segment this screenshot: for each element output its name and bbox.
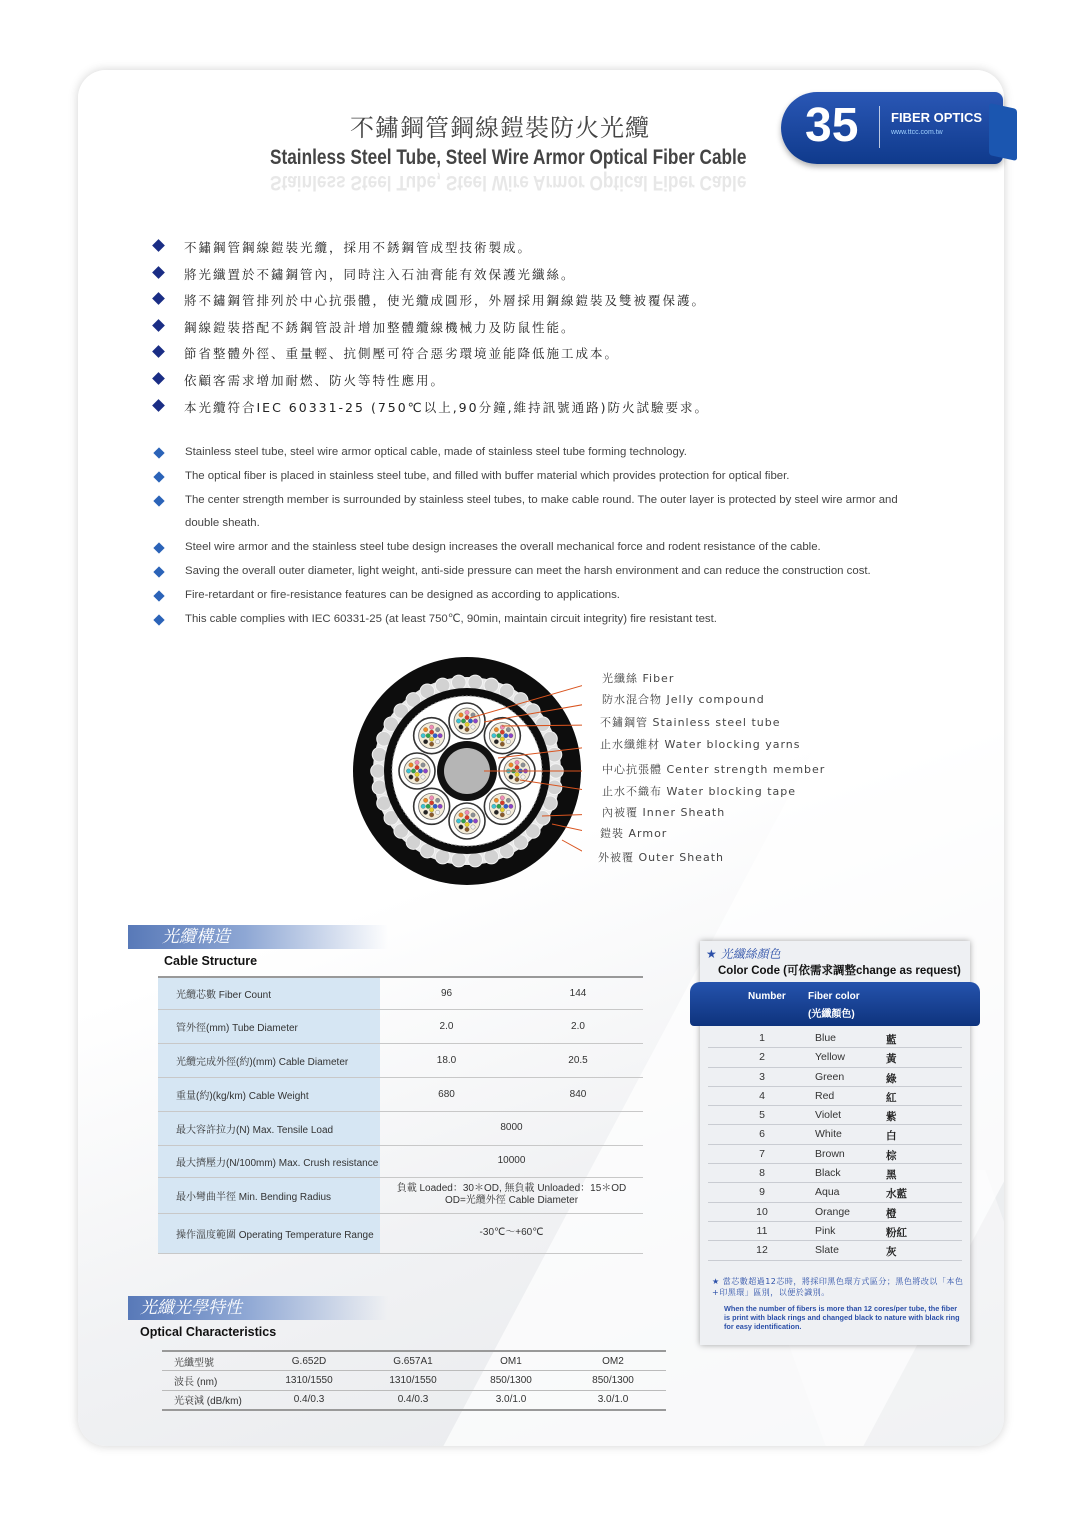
color-name-zh: 黑 <box>886 1169 897 1182</box>
bullet-diamond-icon <box>153 614 164 625</box>
cell-value: -30℃～+60℃ <box>380 1213 643 1253</box>
steel-tube <box>449 703 485 739</box>
color-code-row <box>708 1087 962 1106</box>
bullet-diamond-icon <box>153 447 164 458</box>
diagram-label: 外被覆 Outer Sheath <box>598 851 724 864</box>
row-label: 最小彎曲半徑 Min. Bending Radius <box>158 1177 380 1213</box>
feature-en-item <box>150 489 910 537</box>
row-label: 光纜芯數 Fiber Count <box>158 977 380 1009</box>
bullet-diamond-icon <box>153 471 164 482</box>
feature-en-text: The center strength member is surrounded by stainless steel tubes, to make cable round. The outer layer is protected by steel wire armor and double sheath. <box>185 493 898 530</box>
table-row <box>162 1371 666 1391</box>
color-number: 10 <box>756 1205 768 1218</box>
color-code-title-zh: ★ 光纖絲顏色 <box>706 947 781 961</box>
color-name-en: Aqua <box>815 1186 840 1199</box>
badge-url: www.ttcc.com.tw <box>891 129 943 136</box>
page-title-zh: 不鏽鋼管鋼線鎧裝防火光纜 <box>350 114 650 142</box>
features-zh-list <box>150 238 709 424</box>
table-cell: 850/1300 <box>560 1371 666 1391</box>
feature-zh-item <box>150 265 709 292</box>
cell-value: 10000 <box>380 1145 643 1177</box>
feature-en-text: Fire-retardant or fire-resistance features can be designed as according to applications. <box>185 588 620 601</box>
table-cell: OM2 <box>560 1351 666 1371</box>
color-code-row <box>708 1029 962 1048</box>
color-number: 3 <box>759 1070 765 1083</box>
row-label: 最大擠壓力(N/100mm) Max. Crush resistance <box>158 1145 380 1177</box>
table-cell: 0.4/0.3 <box>254 1390 364 1410</box>
table-cell: 1310/1550 <box>254 1371 364 1391</box>
feature-zh-text: 節省整體外徑、重量輕、抗側壓可符合惡劣環境並能降低施工成本。 <box>184 346 620 362</box>
color-name-en: Blue <box>815 1032 837 1044</box>
page-title-en: Stainless Steel Tube, Steel Wire Armor Optical Fiber Cable <box>270 146 747 169</box>
table-row <box>162 1351 666 1371</box>
cell-value: 負載 Loaded：30＊OD, 無負載 Unloaded：15＊OD OD=光纜外徑 Cable Diameter <box>380 1177 643 1213</box>
cell-value: 20.5 <box>513 1043 643 1077</box>
color-code-row <box>708 1048 962 1067</box>
color-number: 2 <box>759 1051 765 1064</box>
color-number: 12 <box>756 1244 768 1257</box>
feature-en-text: Saving the overall outer diameter, light weight, anti-side pressure can meet the harsh environment and can reduce the construction cost. <box>185 564 871 577</box>
table-row <box>158 1077 643 1111</box>
row-label: 操作溫度範圍 Operating Temperature Range <box>158 1213 380 1253</box>
feature-zh-text: 不鏽鋼管鋼線鎧裝光纜，採用不銹鋼管成型技術製成。 <box>184 240 533 255</box>
table-cell: 850/1300 <box>462 1371 560 1391</box>
feature-zh-item <box>150 344 709 371</box>
bullet-diamond-icon <box>152 319 165 332</box>
bullet-diamond-icon <box>152 346 165 359</box>
armor-wire <box>451 852 466 867</box>
feature-zh-text: 將不鏽鋼管排列於中心抗張體，使光纜成圓形，外層採用鋼線鎧裝及雙被覆保護。 <box>184 293 707 309</box>
color-name-zh: 灰 <box>886 1246 897 1259</box>
diagram-label: 止水纖維材 Water blocking yarns <box>600 738 801 751</box>
steel-tube <box>484 718 520 754</box>
feature-zh-item <box>150 291 709 318</box>
table-row <box>158 1145 643 1177</box>
color-code-row <box>708 1145 962 1164</box>
cable-structure-subtitle: Cable Structure <box>164 954 258 968</box>
cell-value: 840 <box>513 1077 643 1111</box>
table-cell: 光衰減 (dB/km) <box>162 1390 254 1410</box>
bullet-diamond-icon <box>152 266 165 279</box>
feature-en-item <box>150 465 910 489</box>
bullet-diamond-icon <box>153 566 164 577</box>
armor-wire <box>372 780 387 795</box>
table-cell: G.652D <box>254 1351 364 1371</box>
color-name-en: Brown <box>815 1147 845 1160</box>
feature-zh-item <box>150 398 709 425</box>
color-name-zh: 紅 <box>886 1091 897 1104</box>
color-name-zh: 棕 <box>886 1149 897 1162</box>
color-code-title-en: Color Code (可依需求調整change as request) <box>718 965 961 977</box>
bullet-diamond-icon <box>152 239 165 252</box>
cell-value: 8000 <box>380 1111 643 1145</box>
armor-wire <box>451 675 466 690</box>
cable-structure-table <box>158 976 643 1254</box>
armor-wire <box>547 747 562 762</box>
color-number: 6 <box>759 1128 765 1141</box>
color-name-zh: 綠 <box>886 1072 897 1085</box>
steel-tube <box>414 718 450 754</box>
center-strength-member <box>444 748 490 794</box>
diagram-label: 不鏽鋼管 Stainless steel tube <box>600 716 781 729</box>
color-name-en: Orange <box>815 1205 851 1218</box>
diagram-label: 防水混合物 Jelly compound <box>602 693 765 706</box>
bullet-diamond-icon <box>152 372 165 385</box>
cell-value: 144 <box>513 977 643 1009</box>
optical-characteristics-table <box>162 1350 666 1411</box>
feature-en-item <box>150 441 910 465</box>
header-number: Number <box>748 991 786 1002</box>
table-row <box>162 1390 666 1410</box>
badge-divider <box>879 106 880 148</box>
cable-cross-section-diagram <box>352 656 582 886</box>
badge-section-title: FIBER OPTICS <box>891 110 983 125</box>
color-code-note-en: When the number of fibers is more than 12 cores/per tube, the fiber is print with black rings and changed black to nature with black ring for easy identification. <box>724 1304 960 1331</box>
feature-en-item <box>150 560 910 584</box>
color-code-row <box>708 1183 962 1202</box>
feature-zh-item <box>150 371 709 398</box>
diagram-label: 鎧裝 Armor <box>600 827 668 840</box>
color-name-zh: 水藍 <box>886 1188 907 1201</box>
feature-en-text: Steel wire armor and the stainless steel tube design increases the overall mechanical force and rodent resistance of the cable. <box>185 541 821 554</box>
color-name-zh: 橙 <box>886 1207 897 1220</box>
color-code-row <box>708 1125 962 1144</box>
bullet-diamond-icon <box>153 543 164 554</box>
color-code-rows <box>708 1029 962 1261</box>
feature-zh-item <box>150 318 709 345</box>
bullet-diamond-icon <box>153 590 164 601</box>
color-name-en: Violet <box>815 1109 842 1122</box>
color-number: 1 <box>759 1032 765 1044</box>
table-cell: 0.4/0.3 <box>364 1390 462 1410</box>
diagram-label: 光纖絲 Fiber <box>602 672 675 685</box>
table-row <box>158 1043 643 1077</box>
optical-header: 光纖光學特性 <box>128 1296 388 1320</box>
badge-tail <box>989 103 1017 161</box>
color-name-en: Yellow <box>815 1051 845 1064</box>
row-label: 光纜完成外徑(約)(mm) Cable Diameter <box>158 1043 380 1077</box>
steel-tube <box>484 788 520 824</box>
cell-value: 18.0 <box>380 1043 513 1077</box>
color-number: 7 <box>759 1147 765 1160</box>
cable-structure-header: 光纜構造 <box>128 925 388 949</box>
cell-value: 2.0 <box>380 1009 513 1043</box>
header-fiber-color-zh: (光纖顏色) <box>808 1009 855 1020</box>
table-row <box>158 1177 643 1213</box>
color-name-en: Green <box>815 1070 845 1083</box>
color-number: 11 <box>756 1224 768 1237</box>
color-name-zh: 粉紅 <box>886 1226 907 1239</box>
optical-subtitle: Optical Characteristics <box>140 1325 277 1339</box>
color-name-en: Red <box>815 1089 835 1102</box>
armor-wire <box>371 764 386 779</box>
feature-en-text: Stainless steel tube, steel wire armor optical cable, made of stainless steel tube forming technology. <box>185 446 687 458</box>
row-label: 最大容許拉力(N) Max. Tensile Load <box>158 1111 380 1145</box>
bullet-diamond-icon <box>152 292 165 305</box>
color-name-en: White <box>815 1128 842 1141</box>
table-cell: 光纖型號 <box>162 1351 254 1371</box>
color-name-zh: 紫 <box>886 1111 897 1124</box>
feature-zh-text: 鋼線鎧裝搭配不銹鋼管設計增加整體纜線機械力及防鼠性能。 <box>184 319 576 335</box>
color-number: 4 <box>759 1089 765 1102</box>
armor-wire <box>468 852 483 867</box>
steel-tube <box>414 788 450 824</box>
color-code-row <box>708 1068 962 1087</box>
diagram-label: 止水不織布 Water blocking tape <box>602 785 797 798</box>
color-code-panel <box>700 941 970 1345</box>
feature-en-item <box>150 584 910 608</box>
color-name-en: Slate <box>815 1244 839 1257</box>
page-title-reflection: Stainless Steel Tube, Steel Wire Armor Optical Fiber Cable <box>270 171 747 194</box>
page-number: 35 <box>805 99 859 152</box>
table-cell: 波長 (nm) <box>162 1371 254 1391</box>
table-row <box>158 1111 643 1145</box>
row-label: 重量(約)(kg/km) Cable Weight <box>158 1077 380 1111</box>
feature-zh-text: 依顧客需求增加耐燃、防火等特性應用。 <box>184 372 446 388</box>
header-fiber-color: Fiber color <box>808 991 860 1002</box>
color-code-row <box>708 1106 962 1125</box>
color-name-zh: 黃 <box>886 1053 897 1066</box>
color-name-zh: 藍 <box>886 1034 897 1046</box>
feature-en-item <box>150 536 910 560</box>
table-cell: 3.0/1.0 <box>462 1390 560 1410</box>
table-cell: 3.0/1.0 <box>560 1390 666 1410</box>
steel-tube <box>399 753 435 789</box>
color-code-header <box>690 982 980 1026</box>
cell-value: 96 <box>380 977 513 1009</box>
armor-wire <box>372 747 387 762</box>
color-code-row <box>708 1241 962 1260</box>
color-code-row <box>708 1222 962 1241</box>
diagram-label: 中心抗張體 Center strength member <box>602 763 826 776</box>
color-code-note-zh: ★ 當芯數超過12芯時，將採印黑色環方式區分；黑色將改以「本色+印黑環」區別，以便於識別。 <box>712 1277 964 1297</box>
table-row <box>158 1213 643 1253</box>
color-number: 5 <box>759 1109 765 1122</box>
cell-value: 2.0 <box>513 1009 643 1043</box>
armor-wire <box>547 780 562 795</box>
table-row <box>158 977 643 1009</box>
color-name-en: Black <box>815 1167 841 1180</box>
steel-tube <box>449 803 485 839</box>
page-badge <box>781 92 1003 164</box>
table-cell: G.657A1 <box>364 1351 462 1371</box>
table-row <box>158 1009 643 1043</box>
color-number: 9 <box>759 1186 765 1199</box>
color-name-zh: 白 <box>886 1130 897 1143</box>
color-code-row <box>708 1203 962 1222</box>
feature-zh-item <box>150 238 709 265</box>
table-cell: OM1 <box>462 1351 560 1371</box>
feature-en-item <box>150 608 910 632</box>
color-number: 8 <box>759 1167 765 1180</box>
diagram-label: 內被覆 Inner Sheath <box>602 806 726 819</box>
table-cell: 1310/1550 <box>364 1371 462 1391</box>
feature-en-text: The optical fiber is placed in stainless steel tube, and filled with buffer material which provides protection for optical fiber. <box>185 469 790 482</box>
features-en-list <box>150 441 910 631</box>
bullet-diamond-icon <box>152 399 165 412</box>
armor-wire <box>468 675 483 690</box>
feature-zh-text: 本光纜符合IEC 60331-25 (750℃以上,90分鐘,維持訊號通路)防火試驗要求。 <box>184 399 709 415</box>
cell-value: 680 <box>380 1077 513 1111</box>
feature-en-text: This cable complies with IEC 60331-25 (at least 750℃, 90min, maintain circuit integrity) fire resistant test. <box>185 612 717 625</box>
feature-zh-text: 將光纖置於不鏽鋼管內，同時注入石油膏能有效保護光纖絲。 <box>184 266 576 282</box>
color-code-row <box>708 1164 962 1183</box>
bullet-diamond-icon <box>153 495 164 506</box>
color-name-en: Pink <box>815 1224 836 1237</box>
row-label: 管外徑(mm) Tube Diameter <box>158 1009 380 1043</box>
